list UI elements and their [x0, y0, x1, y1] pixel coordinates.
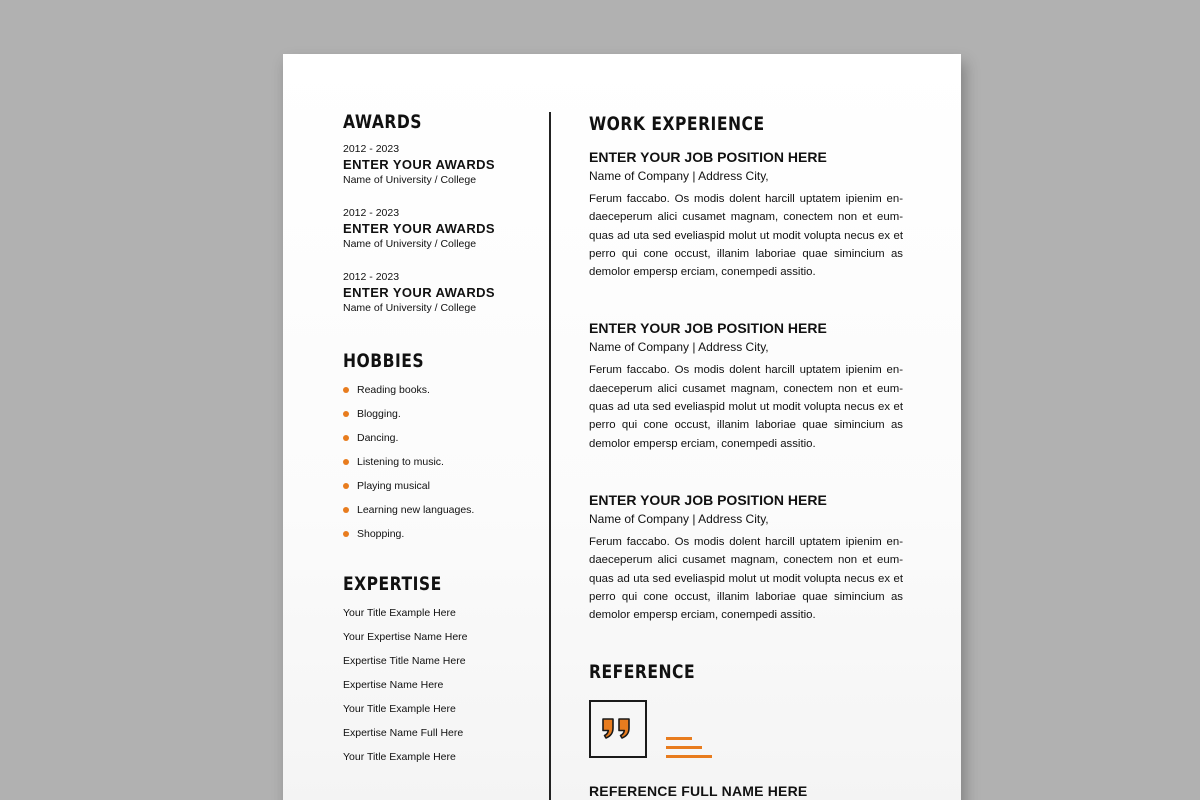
award-school: Name of University / College [343, 238, 477, 250]
list-item: Expertise Name Full Here [343, 727, 464, 739]
job-entry [589, 148, 903, 281]
accent-line [666, 737, 692, 740]
awards-heading: AWARDS [343, 111, 423, 133]
list-item: Your Title Example Here [343, 607, 456, 619]
quote-icon [589, 700, 647, 758]
job-description: Ferum faccabo. Os modis dolent harcill uptatem ipienim en-daeceperum alici cusamet magnam, conectem non et eum-quas ad uta sed eveliaspid molut ut modit volupta necus ex et perro qui cone occust, illanim laboriae quae simincium as demolor empersp erciam, conempedi assitio. [589, 193, 903, 279]
job-description: Ferum faccabo. Os modis dolent harcill uptatem ipienim en-daeceperum alici cusamet magnam, conectem non et eum-quas ad uta sed eveliaspid molut ut modit volupta necus ex et perro qui cone occust, illanim laboriae quae simincium as demolor empersp erciam, conempedi assitio. [589, 535, 903, 622]
job-description: Ferum faccabo. Os modis dolent harcill uptatem ipienim en-daeceperum alici cusamet magnam, conectem non et eum-quas ad uta sed eveliaspid molut ut modit volupta necus ex et perro qui cone occust, illanim laboriae quae simincium as demolor empersp erciam, conempedi assitio. [589, 364, 903, 450]
hobbies-heading: HOBBIES [343, 350, 425, 372]
resume-page [283, 54, 961, 800]
list-item: Dancing. [343, 431, 543, 455]
expertise-heading: EXPERTISE [343, 573, 442, 595]
bullet-icon [343, 531, 349, 537]
job-position: ENTER YOUR JOB POSITION HERE [589, 320, 827, 337]
award-title: ENTER YOUR AWARDS [343, 285, 495, 300]
column-divider [549, 112, 551, 800]
job-position: ENTER YOUR JOB POSITION HERE [589, 149, 827, 165]
reference-heading: REFERENCE [589, 661, 696, 683]
list-item: Blogging. [343, 407, 543, 431]
award-years: 2012 - 2023 [343, 143, 400, 155]
accent-line [666, 755, 712, 758]
list-item: Expertise Title Name Here [343, 655, 466, 667]
bullet-icon [343, 435, 349, 441]
work-experience-heading: WORK EXPERIENCE [589, 113, 765, 135]
award-item [343, 206, 543, 251]
award-school: Name of University / College [343, 302, 477, 314]
reference-name: REFERENCE FULL NAME HERE [589, 783, 808, 799]
award-years: 2012 - 2023 [343, 271, 400, 283]
hobbies-list [343, 383, 543, 551]
list-item: Playing musical [343, 479, 543, 503]
right-column [589, 112, 903, 624]
expertise-list [343, 606, 543, 774]
award-school: Name of University / College [343, 174, 477, 186]
award-item [343, 142, 543, 187]
left-column [343, 110, 543, 774]
award-title: ENTER YOUR AWARDS [343, 157, 495, 172]
awards-section [343, 110, 543, 315]
bullet-icon [343, 459, 349, 465]
accent-line [666, 746, 702, 749]
job-entry [589, 491, 903, 624]
list-item: Your Title Example Here [343, 751, 456, 763]
bullet-icon [343, 411, 349, 417]
award-years: 2012 - 2023 [343, 207, 400, 219]
list-item: Expertise Name Here [343, 679, 444, 691]
expertise-section [343, 572, 543, 774]
bullet-icon [343, 387, 349, 393]
job-company: Name of Company | Address City, [589, 511, 769, 526]
award-title: ENTER YOUR AWARDS [343, 221, 495, 236]
job-company: Name of Company | Address City, [589, 340, 769, 355]
list-item: Your Title Example Here [343, 703, 456, 715]
job-position: ENTER YOUR JOB POSITION HERE [589, 491, 827, 508]
list-item: Learning new languages. [343, 503, 543, 527]
list-item: Listening to music. [343, 455, 543, 479]
bullet-icon [343, 483, 349, 489]
list-item: Shopping. [343, 527, 543, 551]
list-item: Your Expertise Name Here [343, 631, 468, 643]
job-entry [589, 319, 903, 452]
job-company: Name of Company | Address City, [589, 169, 769, 183]
hobbies-section [343, 349, 543, 551]
award-item [343, 270, 543, 315]
list-item: Reading books. [343, 383, 543, 407]
bullet-icon [343, 507, 349, 513]
